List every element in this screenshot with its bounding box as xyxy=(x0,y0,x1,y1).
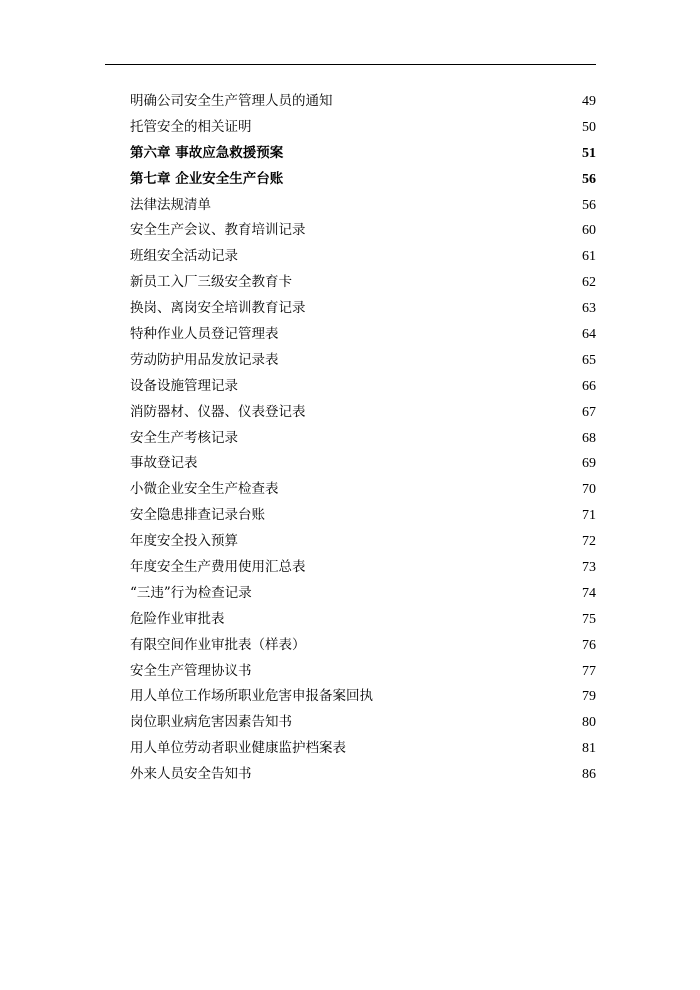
toc-page-number: 80 xyxy=(582,715,596,731)
toc-page-number: 81 xyxy=(582,741,596,757)
toc-entry-title: 换岗、离岗安全培训教育记录 xyxy=(130,300,306,317)
toc-entry[interactable] xyxy=(130,633,596,659)
toc-page-number: 50 xyxy=(582,119,596,135)
toc-entry[interactable] xyxy=(130,503,596,529)
toc-page-number: 66 xyxy=(582,378,596,394)
toc-page-number: 67 xyxy=(582,404,596,420)
toc-entry[interactable] xyxy=(130,322,596,348)
toc-entry-title: 安全生产考核记录 xyxy=(130,429,238,446)
toc-entry-title: 特种作业人员登记管理表 xyxy=(130,326,279,343)
toc-entry-title: 劳动防护用品发放记录表 xyxy=(130,351,279,368)
toc-page-number: 68 xyxy=(582,430,596,446)
toc-page-number: 65 xyxy=(582,352,596,368)
toc-page-number: 51 xyxy=(582,145,596,161)
toc-page-number: 62 xyxy=(582,275,596,291)
toc-page-number: 86 xyxy=(582,767,596,783)
toc-entry-title: 法律法规清单 xyxy=(130,196,211,213)
table-of-contents xyxy=(130,89,596,788)
toc-page-number: 77 xyxy=(582,663,596,679)
toc-entry-title: 用人单位工作场所职业危害申报备案回执 xyxy=(130,688,373,705)
toc-entry[interactable] xyxy=(130,555,596,581)
toc-entry-title: 年度安全投入预算 xyxy=(130,533,238,550)
toc-entry[interactable] xyxy=(130,296,596,322)
toc-entry[interactable] xyxy=(130,89,596,115)
toc-page-number: 56 xyxy=(582,171,596,187)
toc-entry[interactable] xyxy=(130,348,596,374)
toc-page-number: 61 xyxy=(582,249,596,265)
toc-entry[interactable] xyxy=(130,193,596,219)
toc-entry-title: 安全隐患排查记录台账 xyxy=(130,507,265,524)
toc-page-number: 70 xyxy=(582,482,596,498)
toc-entry-title: “三违”行为检查记录 xyxy=(130,584,252,601)
toc-entry[interactable] xyxy=(130,270,596,296)
toc-page-number: 64 xyxy=(582,327,596,343)
toc-page-number: 71 xyxy=(582,508,596,524)
toc-page-number: 75 xyxy=(582,611,596,627)
toc-entry[interactable] xyxy=(130,244,596,270)
toc-entry-title: 安全生产会议、教育培训记录 xyxy=(130,222,306,239)
toc-entry[interactable] xyxy=(130,607,596,633)
toc-entry[interactable] xyxy=(130,710,596,736)
toc-page-number: 73 xyxy=(582,560,596,576)
toc-entry-title: 设备设施管理记录 xyxy=(130,377,238,394)
toc-entry-title: 外来人员安全告知书 xyxy=(130,766,252,783)
toc-entry-title: 第六章 事故应急救援预案 xyxy=(130,144,284,161)
toc-entry[interactable] xyxy=(130,736,596,762)
toc-entry-title: 小微企业安全生产检查表 xyxy=(130,481,279,498)
toc-entry[interactable] xyxy=(130,400,596,426)
toc-page-number: 69 xyxy=(582,456,596,472)
toc-entry[interactable] xyxy=(130,762,596,788)
toc-entry-title: 年度安全生产费用使用汇总表 xyxy=(130,559,306,576)
toc-entry[interactable] xyxy=(130,684,596,710)
toc-entry[interactable] xyxy=(130,426,596,452)
header-rule xyxy=(105,64,596,65)
toc-entry[interactable] xyxy=(130,477,596,503)
toc-entry-title: 班组安全活动记录 xyxy=(130,248,238,265)
toc-chapter-entry[interactable] xyxy=(130,167,596,193)
toc-entry[interactable] xyxy=(130,659,596,685)
toc-entry-title: 消防器材、仪器、仪表登记表 xyxy=(130,403,306,420)
toc-page-number: 79 xyxy=(582,689,596,705)
toc-entry-title: 安全生产管理协议书 xyxy=(130,662,252,679)
toc-entry[interactable] xyxy=(130,115,596,141)
toc-entry-title: 新员工入厂三级安全教育卡 xyxy=(130,274,292,291)
toc-page-number: 56 xyxy=(582,197,596,213)
toc-page-number: 63 xyxy=(582,301,596,317)
toc-entry-title: 第七章 企业安全生产台账 xyxy=(130,170,284,187)
toc-entry-title: 岗位职业病危害因素告知书 xyxy=(130,714,292,731)
toc-entry[interactable] xyxy=(130,374,596,400)
toc-page-number: 76 xyxy=(582,637,596,653)
toc-entry[interactable] xyxy=(130,218,596,244)
toc-page-number: 60 xyxy=(582,223,596,239)
toc-page-number: 49 xyxy=(582,94,596,109)
toc-entry-title: 有限空间作业审批表（样表） xyxy=(130,636,306,653)
toc-page-number: 74 xyxy=(582,585,596,601)
toc-entry[interactable] xyxy=(130,529,596,555)
toc-entry-title: 明确公司安全生产管理人员的通知 xyxy=(130,93,333,109)
toc-entry-title: 危险作业审批表 xyxy=(130,610,225,627)
toc-entry-title: 托管安全的相关证明 xyxy=(130,118,252,135)
toc-chapter-entry[interactable] xyxy=(130,141,596,167)
toc-entry-title: 用人单位劳动者职业健康监护档案表 xyxy=(130,740,346,757)
toc-entry-title: 事故登记表 xyxy=(130,455,198,472)
toc-page-number: 72 xyxy=(582,534,596,550)
toc-entry[interactable] xyxy=(130,451,596,477)
toc-entry[interactable] xyxy=(130,581,596,607)
